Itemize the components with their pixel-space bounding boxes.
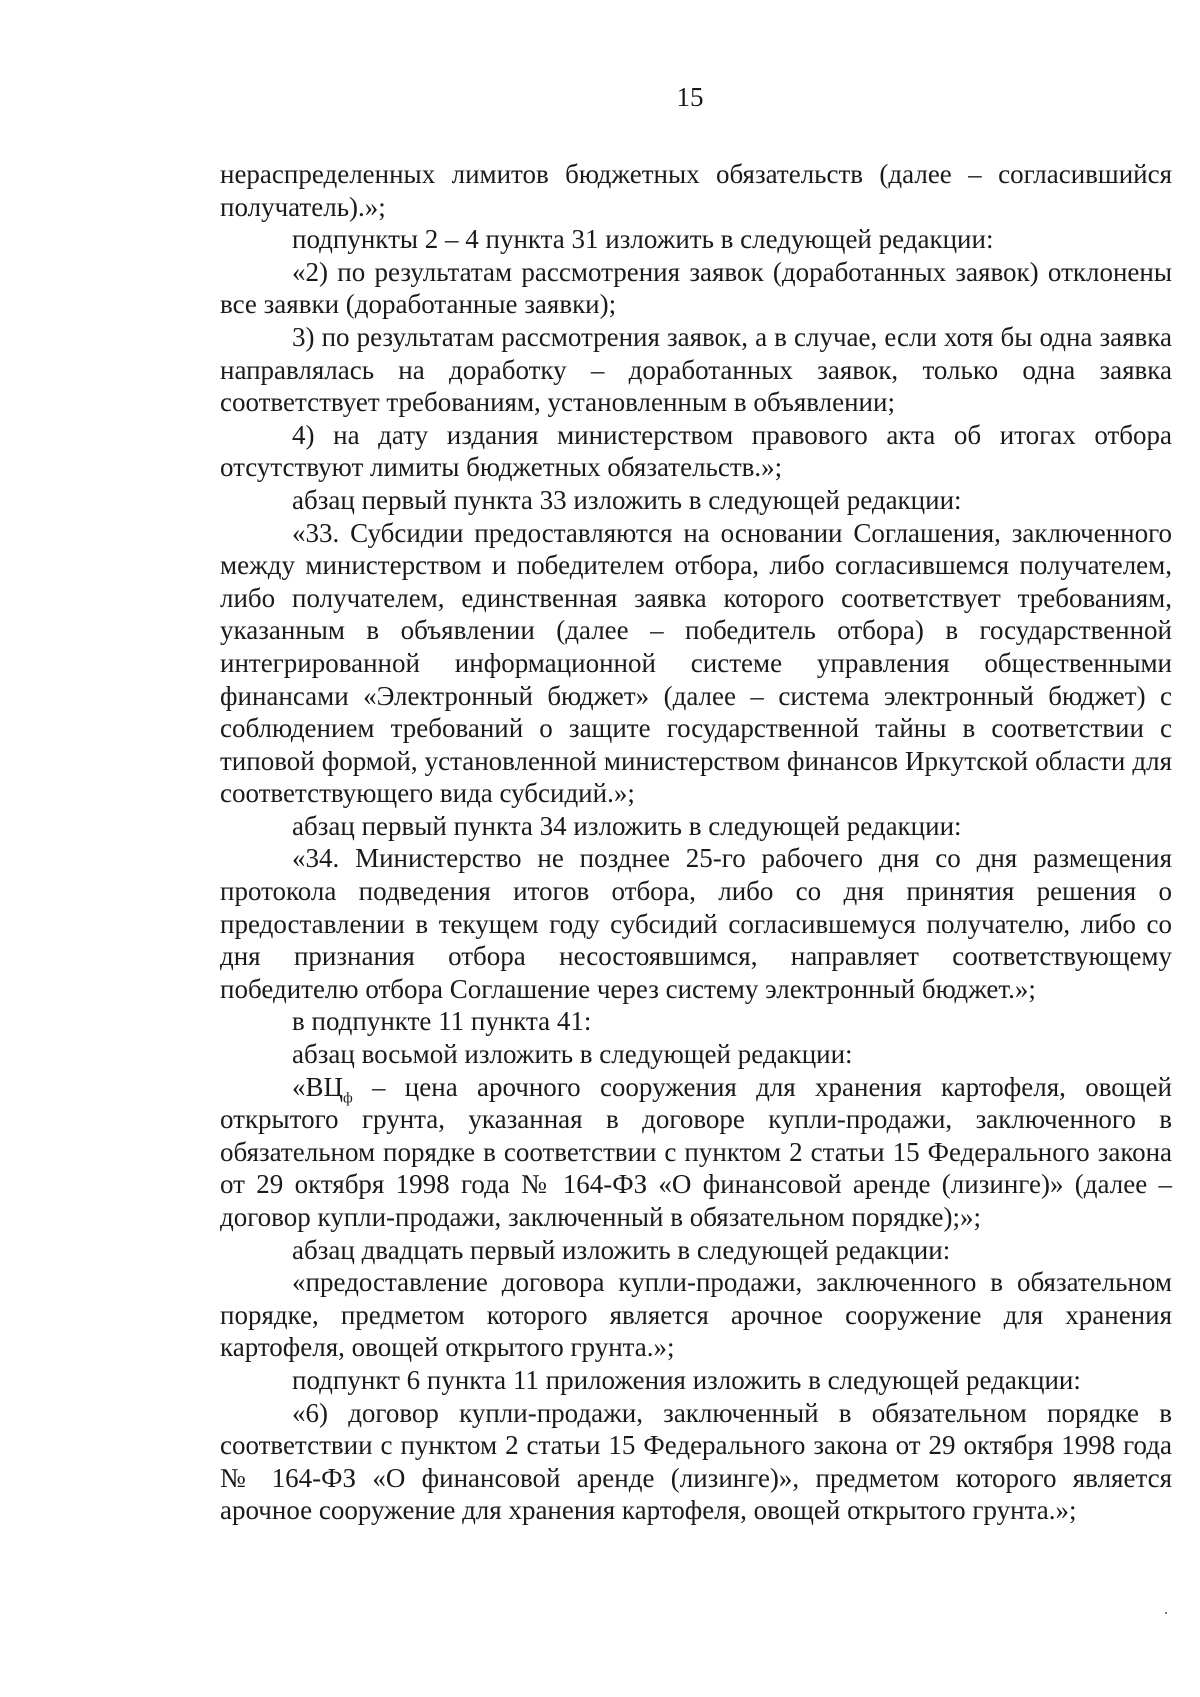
paragraph-item-4: 4) на дату издания министерством правового акта об итогах отбора отсутствуют лимиты бюджетных обязательств.»; (220, 419, 1172, 483)
paragraph-instruction-33: абзац первый пункта 33 изложить в следующей редакции: (292, 484, 962, 515)
formula-symbol: «ВЦ (292, 1071, 344, 1102)
paragraph-item-33: «33. Субсидии предоставляются на основании Соглашения, заключенного между министерством и победителем отбора, либо согласившемся получателем, либо получателем, единственная заявка которого соответствует требованиям, указанным в объявлении (далее – победитель отбора) в государственной интегрированной информационной системе управления общественными финансами «Электронный бюджет» (далее – система электронный бюджет) с соблюдением требований о защите государственной тайны в соответствии с типовой формой, установленной министерством финансов Иркутской области для соответствующего вида субсидий.»; (220, 517, 1172, 809)
paragraph-instruction-appendix: подпункт 6 пункта 11 приложения изложить в следующей редакции: (292, 1364, 1081, 1395)
paragraph-provision: «предоставление договора купли-продажи, заключенного в обязательном порядке, предметом которого является арочное сооружение для хранения картофеля, овощей открытого грунта.»; (220, 1267, 1172, 1363)
paragraph-instruction-41: в подпункте 11 пункта 41: (292, 1006, 592, 1037)
paragraph-continuation: нераспределенных лимитов бюджетных обязательств (далее – согласившийся получатель).»; (220, 159, 1172, 222)
paragraph-item-3: 3) по результатам рассмотрения заявок, а в случае, если хотя бы одна заявка направлялась на доработку – доработанных заявок, только одна заявка соответствует требованиям, установленным в объявлении; (220, 321, 1172, 418)
paragraph-formula-definition (220, 1071, 1172, 1234)
paragraph-instruction-eighth: абзац восьмой изложить в следующей редакции: (292, 1039, 853, 1070)
paragraph-item-6: «6) договор купли-продажи, заключенный в обязательном порядке в соответствии с пунктом 2 статьи 15 Федерального закона от 29 октября 1998 года № 164-ФЗ «О финансовой аренде (лизинге)», предметом которого является арочное сооружение для хранения картофеля, овощей открытого грунта.»; (220, 1397, 1172, 1526)
formula-definition-text: – цена арочного сооружения для хранения картофеля, овощей открытого грунта, указанная в договоре купли-продажи, заключенного в обязательном порядке в соответствии с пунктом 2 статьи 15 Федерального закона от 29 октября 1998 года № 164-ФЗ «О финансовой аренде (лизинге)» (далее – договор купли-продажи, заключенный в обязательном порядке);»; (220, 1071, 1172, 1232)
paragraph-instruction-31: подпункты 2 – 4 пункта 31 изложить в следующей редакции: (292, 224, 994, 255)
paragraph-item-2: «2) по результатам рассмотрения заявок (доработанных заявок) отклонены все заявки (доработанные заявки); (220, 256, 1172, 320)
paragraph-instruction-twenty-first: абзац двадцать первый изложить в следующей редакции: (292, 1234, 951, 1265)
scan-speck (1165, 1612, 1167, 1614)
paragraph-instruction-34: абзац первый пункта 34 изложить в следующей редакции: (292, 810, 962, 841)
page-number: 15 (676, 82, 704, 112)
paragraph-item-34: «34. Министерство не позднее 25-го рабочего дня со дня размещения протокола подведения итогов отбора, либо со дня принятия решения о предоставлении в текущем году субсидий согласившемуся получателю, либо со дня признания отбора несостоявшимся, направляет соответствующему победителю отбора Соглашение через систему электронный бюджет.»; (220, 843, 1172, 1004)
formula-subscript: ф (343, 1090, 353, 1107)
document-body (220, 158, 1172, 1527)
